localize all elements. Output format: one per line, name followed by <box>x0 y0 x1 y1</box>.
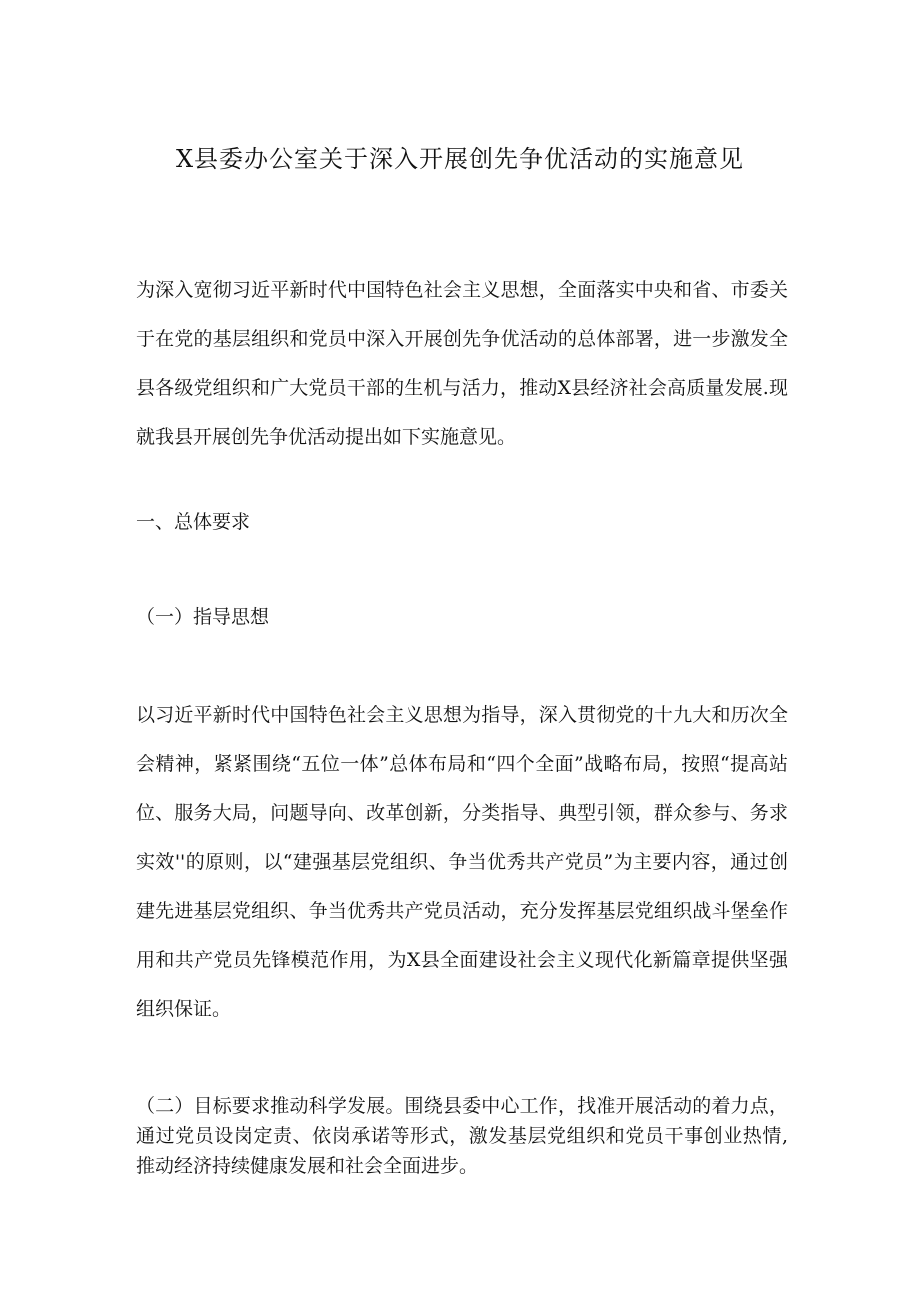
guiding-thought-paragraph: 以习近平新时代中国特色社会主义思想为指导，深入贯彻党的十九大和历次全会精神，紧紧围绕“五位一体”总体布局和“四个全面”战略布局，按照“提高站位、服务大局，问题导向、改革创新，分类指导、典型引领，群众参与、务求实效''的原则，以“建强基层党组织、争当优秀共产党员”为主要内容，通过创建先进基层党组织、争当优秀共产党员活动，充分发挥基层党组织战斗堡垒作用和共产党员先锋模范作用，为X县全面建设社会主义现代化新篇章提供坚强组织保证。 <box>136 704 788 1020</box>
document-title: X县委办公室关于深入开展创先争优活动的实施意见 <box>175 145 745 173</box>
section-heading-general-requirements: 一、总体要求 <box>136 511 251 533</box>
goal-requirements-paragraph: （二）目标要求推动科学发展。围绕县委中心工作，找准开展活动的着力点，通过党员设岗定责、依岗承诺等形式，激发基层党组织和党员干事创业热情,推动经济持续健康发展和社会全面进步。 <box>136 1095 788 1177</box>
subsection-heading-guiding-thought: （一）指导思想 <box>136 606 270 628</box>
intro-paragraph: 为深入宽彻习近平新时代中国特色社会主义思想，全面落实中央和省、市委关于在党的基层组织和党员中深入开展创先争优活动的总体部署，进一步激发全县各级党组织和广大党员干部的生机与活力，推动X县经济社会高质量发展.现就我县开展创先争优活动提出如下实施意见。 <box>136 279 788 448</box>
